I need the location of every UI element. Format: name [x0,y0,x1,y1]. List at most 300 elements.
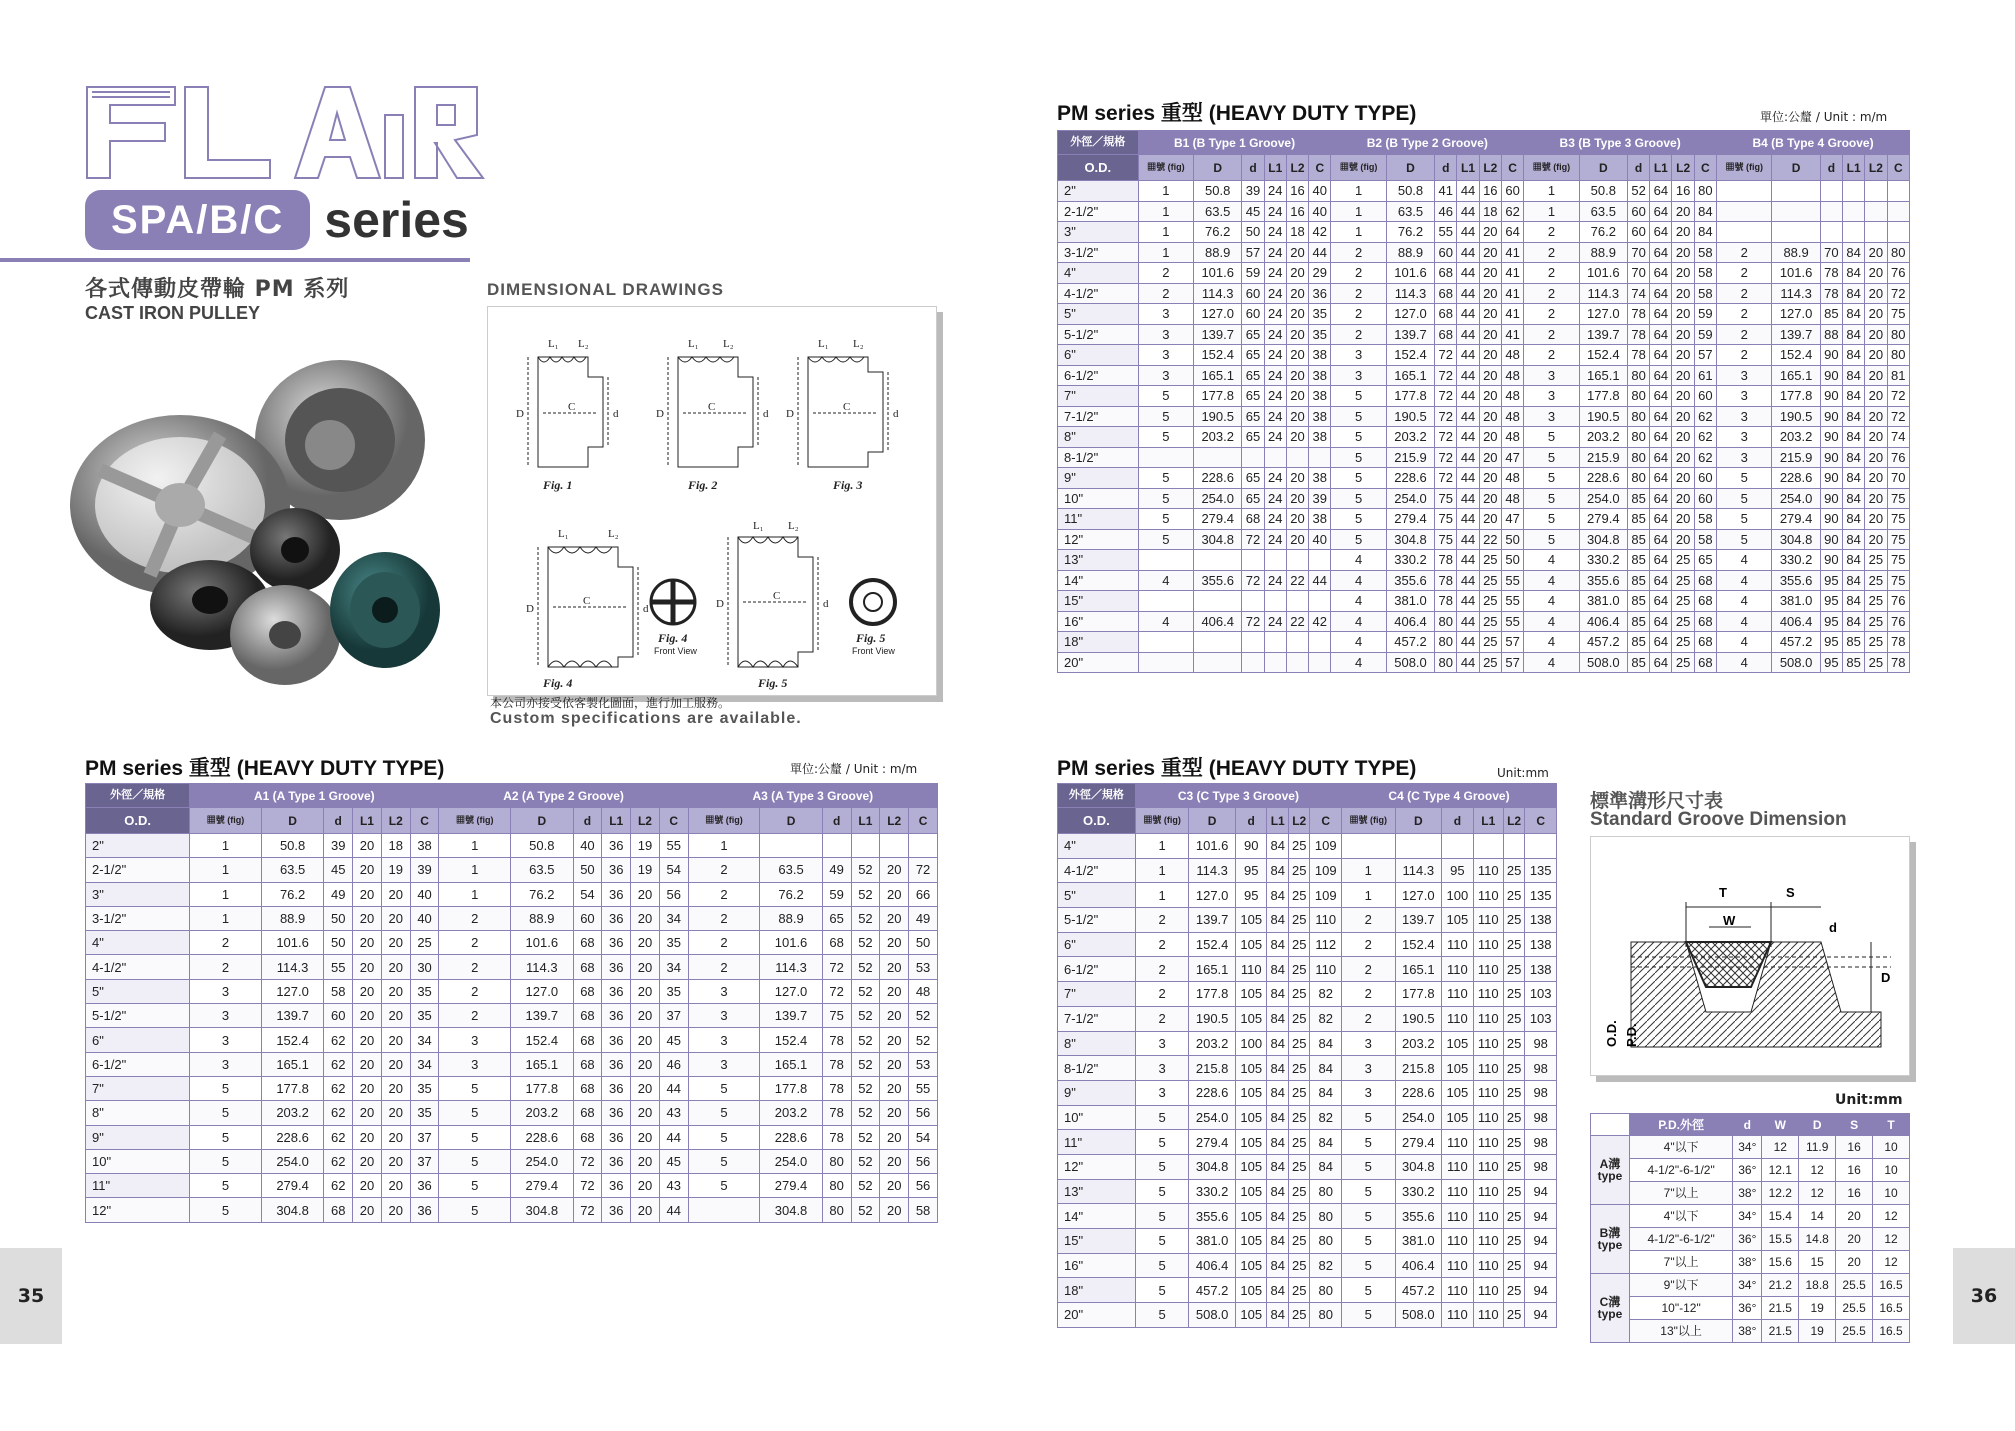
value-cell [1286,447,1308,468]
groove-value-cell: 14 [1799,1205,1836,1228]
value-cell: 330.2 [1395,1179,1442,1204]
value-cell: 64 [1650,386,1672,407]
table-row [1058,201,1910,222]
value-cell: 2 [1524,242,1579,263]
value-cell: 45 [659,1149,688,1173]
od-cell: 6-1/2" [1058,957,1136,982]
value-cell: 20 [880,1004,909,1028]
groove-value-cell: 14.8 [1799,1228,1836,1251]
groove-value-cell: 12 [1799,1159,1836,1182]
groove-value-cell: 16.5 [1873,1320,1910,1343]
value-cell: 64 [1650,570,1672,591]
svg-text:Front View: Front View [654,646,697,656]
groove-value-cell: 25.5 [1836,1297,1873,1320]
value-cell: 25 [1288,1006,1309,1031]
value-cell: 98 [1525,1080,1557,1105]
table-row [86,1052,938,1076]
value-cell: 406.4 [1395,1253,1442,1278]
value-cell: 4 [1717,570,1772,591]
value-cell: 60 [1627,201,1649,222]
value-cell: 3 [1524,406,1579,427]
value-cell: 24 [1264,283,1286,304]
value-cell: 20 [1286,468,1308,489]
value-cell: 24 [1264,201,1286,222]
value-cell: 20 [381,931,410,955]
value-cell: 215.8 [1189,1056,1236,1081]
table-row [86,834,938,858]
value-cell: 152.4 [1395,932,1442,957]
value-cell: 203.2 [1189,1031,1236,1056]
value-cell: 65 [1242,365,1264,386]
table-row [1058,1080,1557,1105]
value-cell: 110 [1442,1303,1474,1328]
value-cell: 84 [1267,932,1288,957]
od-cell: 14" [1058,1204,1136,1229]
groove-value-cell: 9"以下 [1629,1274,1732,1297]
value-cell: 2 [1138,263,1193,284]
value-cell: 3 [688,1052,760,1076]
value-cell: 177.8 [1395,982,1442,1007]
value-cell: 90 [1820,468,1842,489]
table-row [1058,468,1910,489]
value-cell: 44 [1457,529,1479,550]
value-cell: 20 [1479,283,1501,304]
value-cell: 110 [1473,982,1503,1007]
table-row [1058,1031,1557,1056]
column-header: D [1386,155,1434,181]
value-cell: 36 [602,1125,631,1149]
table-row [1058,222,1910,243]
value-cell: 105 [1442,1056,1474,1081]
table-c-title: PM series 重型 (HEAVY DUTY TYPE) [1057,757,1417,780]
value-cell: 38 [1309,468,1331,489]
value-cell: 24 [1264,222,1286,243]
table-row [1058,1105,1557,1130]
value-cell: 20 [381,979,410,1003]
groove-value-cell: 19 [1799,1297,1836,1320]
column-header: L1 [1650,155,1672,181]
table-row [1058,550,1910,571]
value-cell: 3 [1342,1080,1396,1105]
value-cell: 508.0 [1579,652,1627,673]
value-cell: 95 [1235,883,1267,908]
value-cell: 65 [1694,550,1716,571]
value-cell: 20 [1479,406,1501,427]
value-cell: 304.8 [1772,529,1820,550]
value-cell: 114.3 [1386,283,1434,304]
value-cell: 4 [1524,611,1579,632]
value-cell [1843,201,1865,222]
value-cell: 20 [631,906,660,930]
value-cell: 35 [1309,304,1331,325]
value-cell: 5 [1135,1179,1189,1204]
value-cell: 52 [851,858,880,882]
value-cell: 82 [1310,1253,1342,1278]
od-cell: 5" [1058,304,1139,325]
value-cell: 75 [1435,529,1457,550]
value-cell: 127.0 [1194,304,1242,325]
value-cell: 44 [1457,632,1479,653]
value-cell: 2 [1717,263,1772,284]
value-cell: 60 [1627,222,1649,243]
value-cell [1138,632,1193,653]
value-cell: 304.8 [261,1198,323,1222]
value-cell: 20 [353,1052,382,1076]
value-cell: 25 [1672,652,1694,673]
value-cell: 25 [1288,834,1309,859]
value-cell: 84 [1267,834,1288,859]
groove-value-cell: 15 [1799,1251,1836,1274]
od-cell: 7" [1058,386,1139,407]
value-cell: 62 [324,1052,353,1076]
value-cell: 36 [602,834,631,858]
value-cell: 105 [1235,1278,1267,1303]
value-cell: 105 [1235,908,1267,933]
value-cell: 84 [1843,550,1865,571]
svg-text:P.D.: P.D. [1624,1023,1639,1047]
groove-row [1591,1274,1910,1297]
value-cell: 56 [909,1101,938,1125]
table-row [86,931,938,955]
value-cell: 2 [439,1004,511,1028]
svg-text:d: d [1829,920,1837,935]
value-cell: 2 [1331,304,1386,325]
value-cell [1264,652,1286,673]
value-cell: 5 [1342,1229,1396,1254]
value-cell: 25 [1865,652,1887,673]
value-cell [1194,632,1242,653]
value-cell: 48 [1501,406,1523,427]
value-cell: 25 [1865,611,1887,632]
table-row [1058,263,1910,284]
table-row [1058,1204,1557,1229]
value-cell: 19 [631,834,660,858]
value-cell: 44 [1457,509,1479,530]
value-cell: 5 [688,1101,760,1125]
value-cell: 110 [1442,1253,1474,1278]
value-cell: 84 [1267,1278,1288,1303]
value-cell: 2 [1135,982,1189,1007]
value-cell [1242,550,1264,571]
value-cell: 110 [1442,982,1474,1007]
table-row [1058,883,1557,908]
od-cell: 2-1/2" [86,858,190,882]
table-row [1058,908,1557,933]
value-cell: 55 [659,834,688,858]
value-cell: 20 [381,1076,410,1100]
value-cell: 2 [1717,345,1772,366]
table-b-title: PM series 重型 (HEAVY DUTY TYPE) [1057,102,1417,125]
value-cell: 44 [1457,591,1479,612]
table-row [1058,834,1557,859]
pulley-photo [60,350,460,700]
value-cell: 68 [573,1076,602,1100]
value-cell: 72 [909,858,938,882]
svg-text:T: T [1719,885,1727,900]
value-cell: 3 [1331,345,1386,366]
value-cell: 105 [1235,982,1267,1007]
od-cell: 9" [1058,468,1139,489]
value-cell: 110 [1442,1229,1474,1254]
value-cell: 254.0 [261,1149,323,1173]
value-cell: 25 [1672,570,1694,591]
value-cell: 3 [688,979,760,1003]
value-cell: 20 [381,1004,410,1028]
value-cell: 78 [1435,591,1457,612]
value-cell: 1 [439,834,511,858]
value-cell: 35 [410,979,439,1003]
value-cell: 215.9 [1579,447,1627,468]
table-a [85,783,938,1223]
value-cell: 84 [1267,1105,1288,1130]
value-cell: 75 [1887,488,1909,509]
value-cell: 98 [1525,1130,1557,1155]
value-cell: 64 [1650,632,1672,653]
value-cell: 190.5 [1579,406,1627,427]
value-cell: 2 [1331,324,1386,345]
value-cell: 110 [1473,1278,1503,1303]
value-cell: 84 [1843,365,1865,386]
table-row [1058,1229,1557,1254]
value-cell: 1 [190,882,262,906]
value-cell: 50 [324,931,353,955]
value-cell: 88.9 [1194,242,1242,263]
od-cell: 4" [1058,834,1136,859]
value-cell: 84 [1267,1006,1288,1031]
value-cell: 254.0 [1395,1105,1442,1130]
value-cell: 114.3 [760,955,822,979]
value-cell: 18 [1479,201,1501,222]
group-header: B2 (B Type 2 Groove) [1331,131,1524,155]
value-cell: 20 [1865,529,1887,550]
value-cell: 20 [1865,345,1887,366]
value-cell: 138 [1525,957,1557,982]
value-cell: 20 [1865,324,1887,345]
value-cell: 25 [1288,957,1309,982]
value-cell: 2 [1524,263,1579,284]
column-header: L1 [1264,155,1286,181]
value-cell: 279.4 [1386,509,1434,530]
value-cell [760,834,822,858]
value-cell: 84 [1843,386,1865,407]
groove-value-cell: 12.2 [1762,1182,1799,1205]
groove-type-cn: A溝 [1599,1157,1621,1171]
value-cell: 177.8 [1189,982,1236,1007]
group-header: B1 (B Type 1 Groove) [1138,131,1331,155]
value-cell: 228.6 [1194,468,1242,489]
value-cell: 5 [1138,406,1193,427]
corner-cell [1591,1114,1630,1136]
value-cell: 2 [1717,242,1772,263]
value-cell: 20 [381,1125,410,1149]
value-cell: 62 [1694,427,1716,448]
value-cell: 50 [573,858,602,882]
value-cell: 25 [1503,932,1524,957]
table-row [1058,181,1910,202]
value-cell: 2 [1135,1006,1189,1031]
value-cell: 80 [1887,345,1909,366]
svg-text:D: D [656,408,664,420]
value-cell: 254.0 [511,1149,573,1173]
value-cell: 52 [851,1052,880,1076]
value-cell: 110 [1473,1080,1503,1105]
value-cell: 25 [1288,1154,1309,1179]
groove-type-cell [1591,1205,1630,1274]
value-cell: 20 [353,1125,382,1149]
value-cell: 52 [851,1076,880,1100]
value-cell: 5 [1717,509,1772,530]
value-cell: 72 [573,1198,602,1222]
value-cell: 25 [1865,570,1887,591]
value-cell: 215.8 [1395,1056,1442,1081]
value-cell: 3 [1342,1056,1396,1081]
value-cell: 88.9 [1386,242,1434,263]
value-cell [688,1198,760,1222]
value-cell: 25 [1503,1303,1524,1328]
value-cell: 5 [1342,1179,1396,1204]
groove-type-cell [1591,1274,1630,1343]
value-cell: 24 [1264,304,1286,325]
column-header: C [909,808,938,834]
od-cell: 8-1/2" [1058,447,1139,468]
value-cell: 72 [1435,365,1457,386]
value-cell: 20 [1479,345,1501,366]
table-row [1058,858,1557,883]
value-cell: 5 [1331,488,1386,509]
value-cell: 112 [1310,932,1342,957]
value-cell: 304.8 [1395,1154,1442,1179]
value-cell: 80 [1435,611,1457,632]
value-cell: 20 [1865,468,1887,489]
value-cell: 20 [1479,324,1501,345]
value-cell: 78 [1435,550,1457,571]
column-header: L1 [1267,808,1288,834]
svg-text:L₂: L₂ [723,338,734,350]
value-cell: 139.7 [511,1004,573,1028]
value-cell [1887,201,1909,222]
value-cell: 64 [1650,406,1672,427]
value-cell: 68 [573,979,602,1003]
standard-groove-title-chinese: 標準溝形尺寸表 [1590,790,1724,812]
series-badge-row [85,190,469,250]
value-cell: 34 [659,906,688,930]
value-cell [1395,834,1442,859]
value-cell: 70 [1820,242,1842,263]
value-cell: 80 [822,1198,851,1222]
column-header: C [1310,808,1342,834]
value-cell: 68 [1435,263,1457,284]
value-cell: 139.7 [1386,324,1434,345]
value-cell: 20 [353,1004,382,1028]
table-row [1058,570,1910,591]
value-cell: 50 [324,906,353,930]
value-cell: 95 [1235,858,1267,883]
value-cell: 38 [1309,427,1331,448]
value-cell: 2 [1524,304,1579,325]
table-row [86,1149,938,1173]
value-cell: 58 [1694,242,1716,263]
value-cell: 152.4 [261,1028,323,1052]
value-cell: 50.8 [1194,181,1242,202]
value-cell [1442,834,1474,859]
value-cell: 68 [573,1052,602,1076]
value-cell: 20 [1479,263,1501,284]
value-cell: 34 [410,1028,439,1052]
value-cell: 20 [880,979,909,1003]
value-cell: 64 [1650,529,1672,550]
column-header: C [1887,155,1909,181]
value-cell: 406.4 [1579,611,1627,632]
value-cell: 68 [573,955,602,979]
value-cell: 80 [1627,386,1649,407]
value-cell: 63.5 [1386,201,1434,222]
value-cell: 72 [822,979,851,1003]
value-cell: 24 [1264,488,1286,509]
value-cell: 94 [1525,1204,1557,1229]
value-cell: 16 [1479,181,1501,202]
value-cell: 76 [1887,591,1909,612]
value-cell: 355.6 [1194,570,1242,591]
value-cell: 63.5 [1194,201,1242,222]
od-cell: 20" [1058,652,1139,673]
value-cell: 36 [602,1149,631,1173]
column-header: d [1242,155,1264,181]
value-cell: 25 [1503,1204,1524,1229]
column-header: C [1501,155,1523,181]
value-cell: 84 [1267,883,1288,908]
value-cell: 24 [1264,324,1286,345]
value-cell: 203.2 [1386,427,1434,448]
value-cell: 24 [1264,181,1286,202]
value-cell: 2 [1524,345,1579,366]
english-title: CAST IRON PULLEY [85,303,261,323]
value-cell: 44 [1457,242,1479,263]
value-cell: 35 [410,1004,439,1028]
value-cell: 82 [1310,1006,1342,1031]
od-cell: 2" [86,834,190,858]
value-cell: 20 [1672,201,1694,222]
column-header: L2 [1865,155,1887,181]
table-row [86,1174,938,1198]
od-cell: 15" [1058,1229,1136,1254]
groove-column-header: d [1733,1114,1762,1136]
value-cell: 3 [439,1028,511,1052]
value-cell: 16 [1672,181,1694,202]
od-cell: 5-1/2" [86,1004,190,1028]
value-cell [1503,834,1524,859]
od-cell: 16" [1058,611,1139,632]
value-cell: 105 [1442,1031,1474,1056]
value-cell: 84 [1843,345,1865,366]
value-cell: 5 [1331,529,1386,550]
groove-value-cell: 16.5 [1873,1297,1910,1320]
value-cell: 20 [1479,242,1501,263]
value-cell: 20 [353,979,382,1003]
value-cell: 20 [1672,406,1694,427]
value-cell: 84 [1267,1179,1288,1204]
value-cell: 228.6 [511,1125,573,1149]
table-row [1058,957,1557,982]
value-cell: 25 [1503,1253,1524,1278]
value-cell: 78 [1820,283,1842,304]
value-cell: 5 [1138,427,1193,448]
value-cell: 105 [1235,1130,1267,1155]
value-cell: 85 [1627,591,1649,612]
value-cell: 228.6 [1395,1080,1442,1105]
groove-value-cell: 16 [1836,1159,1873,1182]
od-cell: 5-1/2" [1058,908,1136,933]
value-cell: 20 [1286,529,1308,550]
